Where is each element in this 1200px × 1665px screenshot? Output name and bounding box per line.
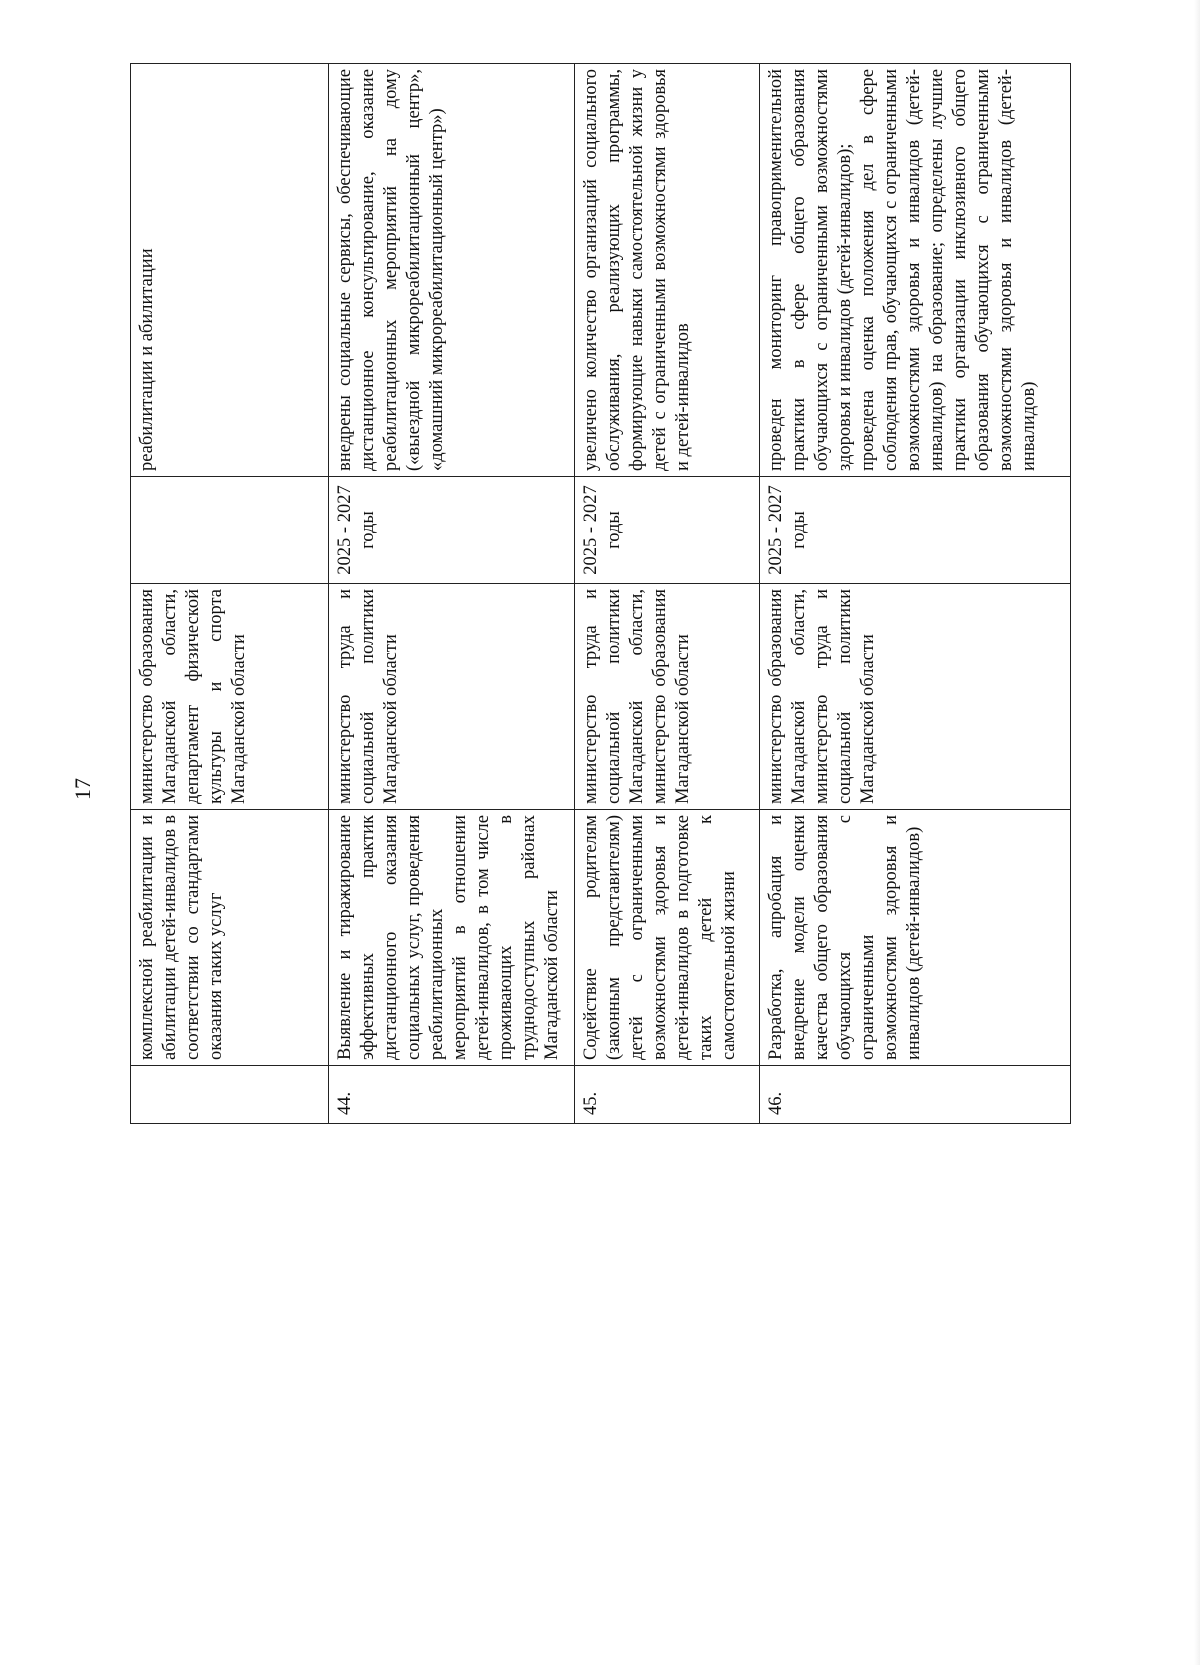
result-cell bbox=[760, 64, 1071, 477]
task-cell: комплексной реабилитации и абилитации детей-инвалидов в соответствии со стандартами оказания таких услуг bbox=[131, 810, 329, 1066]
period-cell bbox=[131, 477, 329, 584]
period-cell: 2025 - 2027 годы bbox=[575, 477, 760, 584]
measures-table bbox=[130, 63, 1071, 1124]
table-row bbox=[329, 64, 575, 1124]
executor-cell: министерство труда и социальной политики Магаданской области bbox=[329, 584, 575, 810]
executor-cell: министерство образования Магаданской области, министерство труда и социальной политики Магаданской области bbox=[760, 584, 1071, 810]
period-cell: 2025 - 2027 годы bbox=[329, 477, 575, 584]
task-cell: Выявление и тиражирование эффективных практик дистанционного оказания социальных услуг, проведения реабилитационных мероприятий в отношении детей-инвалидов, в том числе проживающих в труднодоступных районах Магаданской области bbox=[329, 810, 575, 1066]
result-cell: внедрены социальные сервисы, обеспечивающие дистанционное консультирование, оказание реабилитационных мероприятий на дому («выездной микрореабилитационный центр», «домашний микрореабилитационный центр») bbox=[329, 64, 575, 477]
row-number bbox=[131, 1066, 329, 1124]
table-row bbox=[575, 64, 760, 1124]
executor-cell: министерство труда и социальной политики Магаданской области, министерство образования Магаданской области bbox=[575, 584, 760, 810]
row-number: 45. bbox=[575, 1066, 760, 1124]
result-line: проведен мониторинг правоприменительной практики в сфере общего образования обучающихся с ограниченными возможностями здоровья и инвалидов (детей-инвалидов); bbox=[766, 69, 855, 471]
table-row bbox=[760, 64, 1071, 1124]
task-cell: Разработка, апробация и внедрение модели оценки качества общего образования обучающихся с ограниченными возможностями здоровья и инвалидов (детей-инвалидов) bbox=[760, 810, 1071, 1066]
row-number: 46. bbox=[760, 1066, 1071, 1124]
scan-edge bbox=[1194, 0, 1200, 1665]
task-cell: Содействие родителям (законным представителям) детей с ограниченными возможностями здоровья и детей-инвалидов в подготовке таких детей к самостоятельной жизни bbox=[575, 810, 760, 1066]
page-number: 17 bbox=[70, 778, 95, 800]
executor-cell: министерство образования Магаданской области, департамент физической культуры и спорта Магаданской области bbox=[131, 584, 329, 810]
result-cell: реабилитации и абилитации bbox=[131, 64, 329, 477]
result-line: проведена оценка положения дел в сфере соблюдения прав, обучающихся с ограниченными возможностями здоровья и инвалидов (детей-инвалидов) на образование; определены лучшие практики организации инклюзивного общего образования обучающихся с ограниченными возможностями здоровья и инвалидов (детей-инвалидов) bbox=[858, 69, 1039, 471]
table-row bbox=[131, 64, 329, 1124]
row-number: 44. bbox=[329, 1066, 575, 1124]
rotated-table-wrapper bbox=[130, 64, 1070, 1124]
result-cell: увеличено количество организаций социального обслуживания, реализующих программы, формирующие навыки самостоятельной жизни у детей с ограниченными возможностями здоровья и детей-инвалидов bbox=[575, 64, 760, 477]
period-cell: 2025 - 2027 годы bbox=[760, 477, 1071, 584]
